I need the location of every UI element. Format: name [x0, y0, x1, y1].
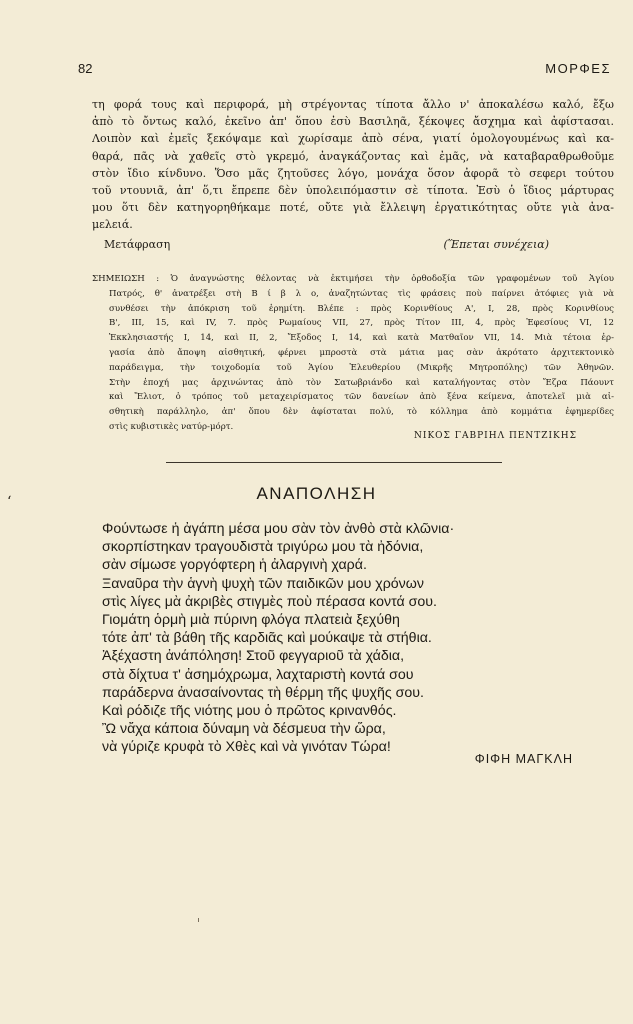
- poem-title: ΑΝΑΠΟΛΗΣΗ: [256, 484, 377, 503]
- poem-verse: σκορπίστηκαν τραγουδιστὰ τριγύρω μου τὰ ἠδόνια,: [102, 539, 424, 556]
- poem-verse: Ἀξέχαστη ἀνάπόληση! Στοῦ φεγγαριοῦ τὰ χάδια,: [102, 648, 405, 665]
- note-author: ΝΙΚΟΣ ΓΑΒΡΙΗΛ ΠΕΝΤΖΙΚΗΣ: [414, 431, 577, 441]
- poem-verse: Καὶ ρόδιζε τῆς νιότης μου ὁ πρῶτος κρινανθός.: [102, 703, 397, 720]
- translation-label: Μετάφραση: [104, 238, 171, 251]
- note-line: Ἐκκλησιαστής Ι, 14, καὶ ΙΙ, 2, Ἔξοδος Ι, 14, καὶ κατὰ Ματθαῖον VII, 14. Μιὰ τέτοια ἐρ-: [109, 333, 614, 344]
- prose-continuation: [92, 96, 614, 234]
- poem-verse: τότε ἀπ' τὰ βάθη τῆς καρδιᾶς καὶ μούκαψε τὰ στήθια.: [102, 630, 432, 647]
- continued-label: (Ἕπεται συνέχεια): [443, 238, 549, 251]
- note-line: παράδειγμα, τὴν τοιχοδομία τοῦ Ἁγίου Ἐλευθερίου (Μικρῆς Μητροπόλης) τῶν Ἀθηνῶν.: [109, 362, 614, 373]
- prose-line: Λοιπὸν καὶ ἐμεῖς ξεκόψαμε καὶ χωρίσαμε ἀπὸ σένα, γιατί ὁμολογουμένως καὶ κα-: [92, 132, 614, 146]
- prose-line: θαρά, πᾶς νὰ χαθεῖς στὸ γκρεμό, ἀναγκάζοντας καὶ ἐμᾶς, νὰ καταβαραθρωθοῦμε: [92, 149, 614, 163]
- page-header: [78, 61, 611, 79]
- note-line: Πατρός, θ' ἀνατρέξει στὴ Β ί β λ ο, ἀναζητώντας τὶς φράσεις ποὺ παίρνει ἀτόφιες γιὰ νὰ: [109, 288, 614, 299]
- prose-line: ἀπὸ τὸ ὄντως καλό, ἐκεῖνο ἀπ' ὅπου ἐσὺ Βασιληᾶ, ξέκοψες ἄσχημα καὶ ἀφίστασαι.: [92, 115, 614, 129]
- poem-verse: Ὢ νἄχα κάποια δύναμη νὰ δέσμευα τὴν ὥρα,: [102, 721, 386, 738]
- poem-body: [102, 520, 572, 757]
- journal-title: ΜΟΡΦΕΣ: [545, 61, 611, 76]
- note-line: Β', ΙΙΙ, 15, καὶ IV, 7. πρὸς Ρωμαίους VII, 27, πρὸς Τίτον ΙΙΙ, 4, πρὸς Ἐφεσίους VI, 12: [109, 318, 614, 329]
- note-line: σθητικὴ παράλληλο, ἀπ' ὅπου δὲν ἀφίσταται πολύ, τὸ κόλλημα ἀπὸ κομμάτια ἐφημερίδες: [109, 407, 614, 418]
- prose-line: μελειά.: [92, 218, 133, 232]
- poem-verse: σὰν σίμωσε γοργόφτερη ἡ ἀλαργινὴ χαρά.: [102, 557, 367, 574]
- margin-mark: ‘: [7, 494, 12, 510]
- poem-verse: Γιομάτη ὁρμὴ μιὰ πύρινη φλόγα πλατειὰ ξεχύθη: [102, 612, 400, 629]
- poem-verse: στὶς λίγες μὰ ἀκριβὲς στιγμὲς ποὺ πέρασα κοντά σου.: [102, 593, 437, 610]
- prose-line: μου ὅτι δὲν κατηγορηθήκαμε ποτέ, οὔτε γιὰ ἔλλειψη ἐργατικότητας οὔτε γιὰ ἀνα-: [92, 201, 614, 215]
- paper-speck: [198, 918, 199, 922]
- note-line: Στὴν ἐποχή μας ἀρχινώντας ἀπὸ τὸν Σατωβριάνδο καὶ καταλήγοντας στὸν Ἔζρα Πάουντ: [109, 377, 614, 388]
- poem-author: ΦΙΦΗ ΜΑΓΚΛΗ: [474, 752, 573, 766]
- editorial-note: [92, 272, 614, 435]
- prose-line: τοῦ ντουνιᾶ, ἀπ' ὅ,τι ἔπρεπε δὲν ὑπολειπόμαστιν σὲ τίποτα. Ἐσὺ ὁ ἴδιος μάρτυρας: [92, 184, 614, 198]
- poem-verse: νὰ γύριζε κρυφὰ τὸ Χθὲς καὶ νὰ γινόταν Τώρα!: [102, 739, 391, 756]
- section-divider: [166, 462, 502, 463]
- note-line: συνθέσει τὴν ἀπόκριση τοῦ ἐρημίτη. Βλέπε : πρὸς Κορινθίους Α', Ι, 28, πρὸς Κορινθίους: [109, 303, 614, 314]
- note-line: καὶ Ἔλιοτ, ὁ τρόπος τοῦ μεταχειρίσματος τῶν δανείων ἀπὸ ξένα κείμενα, ἀποτελεῖ μιὰ αἰ-: [109, 392, 614, 403]
- poem-verse: Ξαναῦρα τὴν ἁγνὴ ψυχὴ τῶν παιδικῶν μου χρόνων: [102, 575, 424, 592]
- poem-verse: στὰ δίχτυα τ' ἀσημόχρωμα, λαχταριστὴ κοντά σου: [102, 666, 414, 683]
- page-number: 82: [78, 61, 93, 76]
- prose-line: τη φορά τους καὶ περιφορά, μὴ στρέγοντας τίποτα ἄλλο ν' ἀποκαλέσω καλό, ἔξω: [92, 98, 614, 111]
- note-line: γασία ἀπὸ ἄποψη αἰσθητική, φέρνει μπροστὰ στὰ μάτια μας σὰν ἀκρότατο ἀρχιτεκτονικὸ: [109, 347, 614, 358]
- poem-verse: Φούντωσε ἡ ἀγάπη μέσα μου σὰν τὸν ἀνθὸ στὰ κλῶνια·: [102, 521, 455, 537]
- prose-line: στὸν ἴδιο κίνδυνο. Ὅσο μᾶς ζητοῦσες λόγο, μονάχα ὅσον ἀφορᾶ τὸ σεφερι τούτου: [92, 166, 614, 180]
- poem-verse: παράδερνα ἀνασαίνοντας τὴ θέρμη τῆς ψυχῆς σου.: [102, 684, 425, 701]
- note-line: ΣΗΜΕΙΩΣΗ : Ὁ ἀναγνώστης θέλοντας νὰ ἐκτιμήσει τὴν ὀρθοδοξία τῶν γραφομένων τοῦ Ἁγίου: [92, 274, 614, 284]
- note-line: στὶς κυβιστικὲς νατύρ-μόρτ.: [109, 421, 234, 432]
